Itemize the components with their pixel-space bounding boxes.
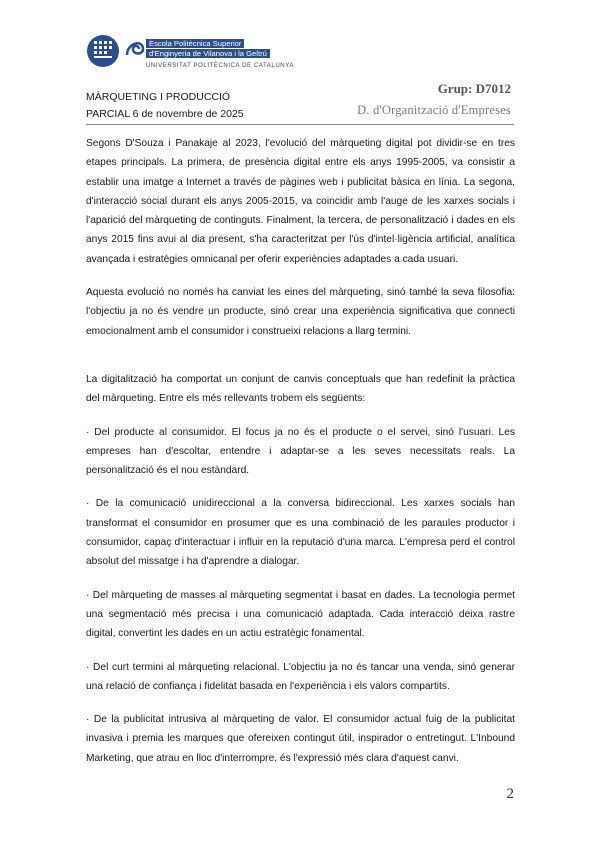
paragraph-philosophy: Aquesta evolució no només ha canviat les eines del màrqueting, sinó també la seva filosofia: l'objectiu ja no és vendre un producte, sinó crear una experiència significativa que connecti emocionalment amb el consumidor i construeixi relacions a llarg termini. bbox=[86, 287, 515, 337]
paragraph-evolution: Segons D'Souza i Panakaje al 2023, l'evolució del màrqueting digital pot dividir-se en tres etapes principals. La primera, de presència digital entre els anys 1995-2005, va consistir a establir una imatge a Internet a través de pàgines web i publicitat bàsica en línia. La segona, d'interacció social durant els anys 2005-2015, va coincidir amb l'auge de les xarxes socials i l'aparició del màrqueting de continguts. Finalment, la tercera, de personalització i dades en els anys 2015 fins avui al dia present, s'ha caracteritzat per l'ús d'intel·ligència artificial, analítica avançada i estratègies omnicanal per oferir experiències adaptades a cada usuari. bbox=[86, 138, 515, 265]
logo-school-name-line1: Escola Politècnica Superior bbox=[146, 39, 244, 48]
page-number: 2 bbox=[506, 786, 514, 802]
list-item-segmented: · Del màrqueting de masses al màrqueting segmentat i basat en dades. La tecnologia permet una segmentació més precisa i una comunicació adaptada. Cada interacció deixa rastre digital, convertint les dades en un actiu estratègic fonamental. bbox=[86, 589, 515, 640]
exam-date: PARCIAL 6 de novembre de 2025 bbox=[86, 108, 244, 120]
list-item-relational: · Del curt termini al màrqueting relacional. L'objectiu ja no és tancar una venda, sinó generar una relació de confiança i fidelitat basada en l'experiència i els valors compartits. bbox=[86, 661, 515, 692]
university-logo bbox=[86, 32, 306, 76]
list-item-value-marketing: · De la publicitat intrusiva al màrqueting de valor. El consumidor actual fuig de la publicitat invasiva i premia les marques que ofereixen contingut útil, inspirador o entretingut. L'Inbound Marketing, que atrau en lloc d'interrompre, és l'expressió més clara d'aquest canvi. bbox=[86, 714, 515, 764]
logo-university-name: UNIVERSITAT POLITÈCNICA DE CATALUNYA bbox=[146, 63, 294, 69]
paragraph-intro-changes: La digitalització ha comportat un conjunt de canvis conceptuals que han redefinit la pràctica del màrqueting. Entre els més rellevants trobem els següents: bbox=[86, 373, 515, 405]
header-left bbox=[86, 89, 244, 123]
header-divider bbox=[86, 124, 514, 125]
list-item-product-to-consumer: · Del producte al consumidor. El focus ja no és el producte o el servei, sinó l'usuari. Les empreses han d'escoltar, entendre i adaptar-se a les seves necessitats reals. La personalització és el nou estàndard. bbox=[86, 426, 515, 477]
department-name: D. d'Organització d'Empreses bbox=[357, 103, 511, 117]
document-body bbox=[86, 134, 515, 782]
course-title: MÀRQUETING I PRODUCCIÓ bbox=[86, 91, 231, 103]
logo-school-name-line2: d'Enginyeria de Vilanova i la Geltrú bbox=[146, 49, 270, 58]
list-item-conversation: · De la comunicació unidireccional a la conversa bidireccional. Les xarxes socials han transformat el consumidor en prosumer que es una combinació de les paraules productor i consumidor, capaç d'interactuar i influir en la reputació d'una marca. L'empresa perd el control absolut del missatge i ha d'aprendre a dialogar. bbox=[86, 498, 515, 568]
school-emblem-icon bbox=[124, 35, 146, 59]
upc-logo-icon bbox=[86, 34, 120, 68]
group-code: Grup: D7012 bbox=[437, 81, 511, 96]
header-right bbox=[357, 80, 511, 122]
